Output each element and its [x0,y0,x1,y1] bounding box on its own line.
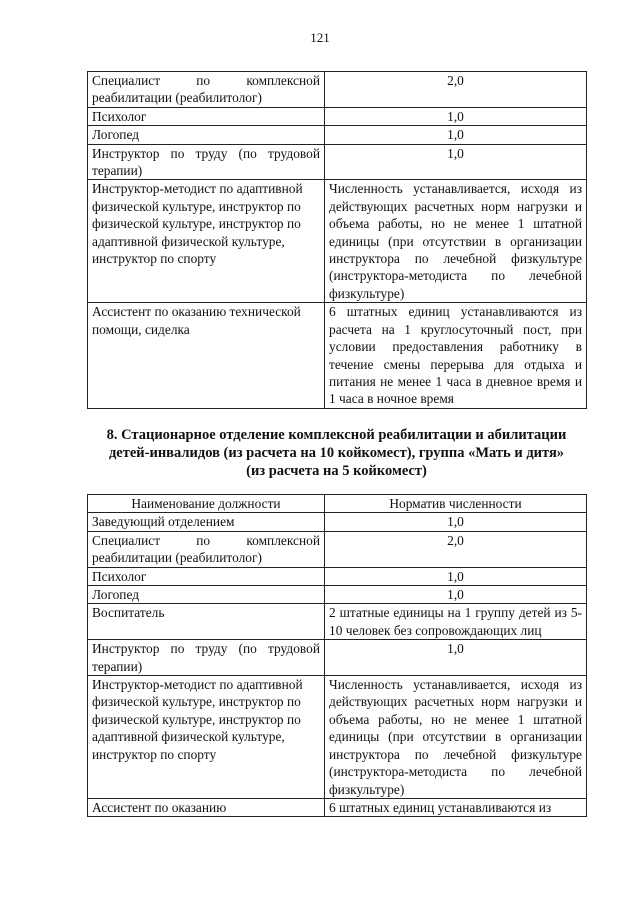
table-row [88,107,587,125]
position-cell: Логопед [88,586,325,604]
norm-cell: 1,0 [325,567,587,585]
page-number: 121 [310,30,330,45]
norm-cell: 1,0 [325,144,587,180]
norm-cell: 2,0 [325,72,587,108]
norm-cell: 1,0 [325,107,587,125]
column-header-norm: Норматив численности [325,495,587,513]
table-row [88,72,587,108]
table-header-row [88,495,587,513]
position-cell: Инструктор по труду (по трудовой терапии) [88,144,325,180]
norm-cell: 6 штатных единиц устанавливаются из расчета на 1 круглосуточный пост, при условии предоставления работнику в течение смены перерыва для отдыха и питания не менее 1 часа в дневное время и 1 часа в ночное время [325,303,587,408]
norm-cell: 1,0 [325,126,587,144]
table-row [88,567,587,585]
norm-cell: 1,0 [325,513,587,531]
table-row [88,180,587,303]
table-row [88,303,587,408]
table-row [88,126,587,144]
position-cell: Психолог [88,567,325,585]
table-row [88,604,587,640]
position-cell: Заведующий отделением [88,513,325,531]
staffing-table [87,494,587,817]
section-title-line: (из расчета на 5 койкомест) [246,463,427,479]
table-row [88,640,587,676]
table-row [88,144,587,180]
position-cell: Воспитатель [88,604,325,640]
position-cell: Инструктор-методист по адаптивной физической культуре, инструктор по физической культуре, инструктор по адаптивной физической культуре, инструктор по спорту [88,180,325,303]
table-row [88,676,587,799]
table-row [88,513,587,531]
position-cell: Специалист по комплексной реабилитации (реабилитолог) [88,72,325,108]
position-cell: Логопед [88,126,325,144]
table-row [88,531,587,567]
norm-cell: 2 штатные единицы на 1 группу детей из 5-10 человек без сопровождающих лиц [325,604,587,640]
table-row [88,586,587,604]
section-title-line: детей-инвалидов (из расчета на 10 койкомест), группа «Мать и дитя» [108,445,565,461]
norm-cell: Численность устанавливается, исходя из действующих расчетных норм нагрузки и объема работы, но не менее 1 штатной единицы (при отсутствии в организации инструктора по лечебной физкультуре (инструктора-методиста по лечебной физкультуре) [325,180,587,303]
section-title [87,426,586,480]
section-title-line: 8. Стационарное отделение комплексной реабилитации и абилитации [106,427,567,443]
table-row [88,798,587,816]
norm-cell: 2,0 [325,531,587,567]
position-cell: Специалист по комплексной реабилитации (реабилитолог) [88,531,325,567]
position-cell: Ассистент по оказанию технической помощи, сиделка [88,303,325,408]
staffing-table-continued [87,71,587,409]
column-header-position: Наименование должности [88,495,325,513]
position-cell: Инструктор по труду (по трудовой терапии) [88,640,325,676]
norm-cell: 6 штатных единиц устанавливаются из [325,798,587,816]
position-cell: Инструктор-методист по адаптивной физической культуре, инструктор по физической культуре, инструктор по адаптивной физической культуре, инструктор по спорту [88,676,325,799]
norm-cell: 1,0 [325,586,587,604]
position-cell: Ассистент по оказанию [88,798,325,816]
norm-cell: 1,0 [325,640,587,676]
norm-cell: Численность устанавливается, исходя из действующих расчетных норм нагрузки и объема работы, но не менее 1 штатной единицы (при отсутствии в организации инструктора по лечебной физкультуре (инструктора-методиста по лечебной физкультуре) [325,676,587,799]
position-cell: Психолог [88,107,325,125]
